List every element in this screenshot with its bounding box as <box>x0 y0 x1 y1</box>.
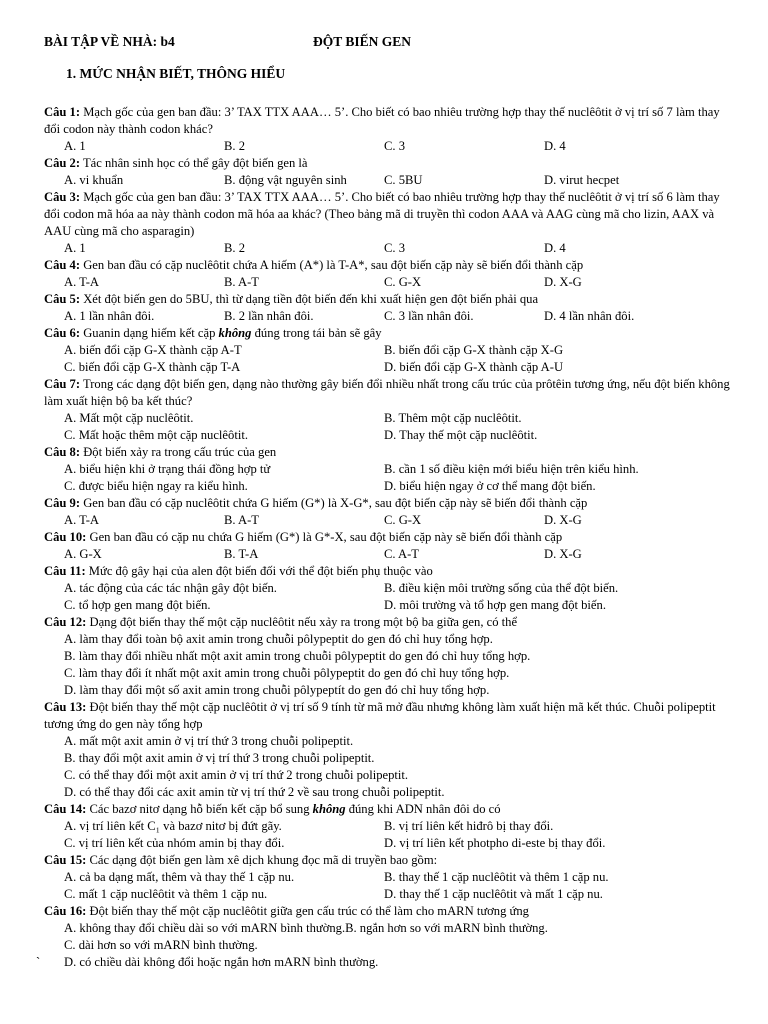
question-label: Câu 4: <box>44 258 81 272</box>
option: B. A-T <box>224 513 259 527</box>
question-label: Câu 14: <box>44 802 87 816</box>
option: A. 1 <box>64 241 86 255</box>
options-row <box>44 478 734 495</box>
question-text: Các bazơ nitơ dạng hỗ biến kết cặp bổ sung <box>86 802 313 816</box>
option: A. không thay đổi chiều dài so với mARN bình thường. <box>64 921 346 935</box>
question-text: Gen ban đầu có cặp nuclêôtit chứa A hiếm (A*) là T-A*, sau đột biến cặp này sẽ biến đổi thành cặp <box>80 258 584 272</box>
option: A. vi khuẩn <box>64 173 124 187</box>
options-row <box>44 512 734 529</box>
option: D. X-G <box>544 275 582 289</box>
option: A. T-A <box>64 513 99 527</box>
question-text: đúng khi ADN nhân đôi do có <box>345 802 501 816</box>
option: D. môi trường và tổ hợp gen mang đột biến. <box>384 598 606 612</box>
options-row <box>44 359 734 376</box>
option: C. G-X <box>384 275 422 289</box>
options-row <box>44 920 734 937</box>
question-text: Mạch gốc của gen ban đầu: 3’ TAX TTX AAA… 5’. Cho biết có bao nhiêu trường hợp thay thế nuclêôtit ở vị trí số 6 làm thay đổi codon mã hóa aa này thành codon mã hóa aa khác? (Theo bảng mã di truyền thì codon AAA và AAG cùng mã cho lizin, AAX và AAU cùng mã cho asparagin) <box>44 190 720 238</box>
options-row <box>44 886 734 903</box>
question <box>44 104 734 138</box>
option: A. G-X <box>64 547 102 561</box>
option: C. 3 <box>384 139 405 153</box>
option: C. 5BU <box>384 173 423 187</box>
question-label: Câu 2: <box>44 156 81 170</box>
question-text: Đột biến xảy ra trong cấu trúc của gen <box>80 445 277 459</box>
option: C. dài hơn so với mARN bình thường. <box>64 938 258 952</box>
question-text: Gen ban đầu có cặp nu chứa G hiếm (G*) là G*-X, sau đột biến cặp này sẽ biến đổi thành cặp <box>86 530 563 544</box>
question-label: Câu 1: <box>44 105 81 119</box>
options-row <box>44 138 734 155</box>
option: D. vị trí liên kết photpho di-este bị thay đổi. <box>384 836 606 850</box>
question-text: Gen ban đầu có cặp nuclêôtit chứa G hiếm (G*) là X-G*, sau đột biến cặp này sẽ biến đổi thành cặp <box>80 496 588 510</box>
question-text: Đột biến thay thế một cặp nuclêôtit giữa gen cấu trúc có thể làm cho mARN tương ứng <box>86 904 529 918</box>
options-row <box>44 274 734 291</box>
question <box>44 852 734 869</box>
option: B. thay thế 1 cặp nuclêôtit và thêm 1 cặp nu. <box>384 870 609 884</box>
question-label: Câu 9: <box>44 496 81 510</box>
option: D. 4 lần nhân đôi. <box>544 309 635 323</box>
stray-mark: ` <box>36 955 41 969</box>
question-text: Trong các dạng đột biến gen, dạng nào thường gây biến đổi nhiều nhất trong cấu trúc của prôtêin tương ứng, nếu đột biến không làm xuất hiện bộ ba kết thúc? <box>44 377 730 408</box>
question-label: Câu 3: <box>44 190 81 204</box>
options-row <box>44 818 734 835</box>
option: C. làm thay đổi ít nhất một axit amin trong chuỗi pôlypeptit do gen đó chỉ huy tổng hợp. <box>64 666 510 680</box>
option: C. A-T <box>384 547 419 561</box>
option: A. tác động của các tác nhận gây đột biến. <box>64 581 277 595</box>
option: D. Thay thế một cặp nuclêôtit. <box>384 428 538 442</box>
option: D. biểu hiện ngay ở cơ thể mang đột biến. <box>384 479 596 493</box>
question-label: Câu 10: <box>44 530 87 544</box>
question-text: Các dạng đột biến gen làm xê dịch khung đọc mã di truyền bao gồm: <box>86 853 438 867</box>
question-text: Guanin dạng hiếm kết cặp <box>80 326 219 340</box>
question-label: Câu 12: <box>44 615 87 629</box>
question <box>44 614 734 631</box>
question <box>44 529 734 546</box>
options-row <box>44 869 734 886</box>
option: D. có thể thay đổi các axit amin từ vị trí thứ 2 về sau trong chuỗi polipeptit. <box>64 785 445 799</box>
question <box>44 903 734 920</box>
option: B. ngắn hơn so với mARN bình thường. <box>345 921 548 935</box>
option: B. cần 1 số điều kiện mới biểu hiện trên kiểu hình. <box>384 462 639 476</box>
option: D. thay thế 1 cặp nuclêôtit và mất 1 cặp nu. <box>384 887 603 901</box>
options-row <box>44 410 734 427</box>
options-row <box>44 240 734 257</box>
option: C. 3 <box>384 241 405 255</box>
question-label: Câu 15: <box>44 853 87 867</box>
question-text: Đột biến thay thế một cặp nuclêôtit ở vị trí số 9 tính từ mã mở đầu nhưng không làm xuất hiện mã kết thúc. Chuỗi polipeptit tương ứng do gen này tổng hợp <box>44 700 716 731</box>
question <box>44 801 734 818</box>
option: C. tổ hợp gen mang đột biến. <box>64 598 211 612</box>
option: D. 4 <box>544 139 566 153</box>
option: B. biến đổi cặp G-X thành cặp X-G <box>384 343 564 357</box>
options-row <box>44 546 734 563</box>
options-row <box>44 597 734 614</box>
question-label: Câu 13: <box>44 700 87 714</box>
question-label: Câu 16: <box>44 904 87 918</box>
option: C. Mất hoặc thêm một cặp nuclêôtit. <box>64 428 248 442</box>
option: B. 2 lần nhân đôi. <box>224 309 314 323</box>
option: B. thay đổi một axit amin ở vị trí thứ 3 trong chuỗi polipeptit. <box>64 751 375 765</box>
option: B. 2 <box>224 241 245 255</box>
option: B. làm thay đổi nhiều nhất một axit amin trong chuỗi pôlypeptit do gen đó chỉ huy tổng hợp. <box>64 649 531 663</box>
question <box>44 699 734 733</box>
option: C. vị trí liên kết của nhóm amin bị thay đổi. <box>64 836 285 850</box>
question-label: Câu 5: <box>44 292 81 306</box>
question <box>44 444 734 461</box>
option: A. vị trí liên kết C₁ và bazơ nitơ bị đứt gãy. <box>64 819 282 833</box>
option: C. 3 lần nhân đôi. <box>384 309 474 323</box>
option: D. virut hecpet <box>544 173 620 187</box>
topic-title: ĐỘT BIẾN GEN <box>313 34 412 49</box>
question-text: Mạch gốc của gen ban đầu: 3’ TAX TTX AAA… 5’. Cho biết có bao nhiêu trường hợp thay thế nuclêôtit ở vị trí số 7 làm thay đổi codon này thành codon khác? <box>44 105 720 136</box>
option: B. Thêm một cặp nuclêôtit. <box>384 411 522 425</box>
option: A. 1 lần nhân đôi. <box>64 309 155 323</box>
emphasis: không <box>218 326 252 340</box>
options-row <box>44 580 734 597</box>
emphasis: không <box>312 802 346 816</box>
option: A. Mất một cặp nuclêôtit. <box>64 411 194 425</box>
option: D. 4 <box>544 241 566 255</box>
option: B. A-T <box>224 275 259 289</box>
section-heading: 1. MỨC NHẬN BIẾT, THÔNG HIỂU <box>66 66 286 81</box>
question-list <box>36 104 734 971</box>
question <box>44 563 734 580</box>
option: D. X-G <box>544 547 582 561</box>
option: D. làm thay đổi một số axit amin trong chuỗi pôlypeptít do gen đó chỉ huy tổng hợp. <box>64 683 490 697</box>
option: A. làm thay đổi toàn bộ axit amin trong chuỗi pôlypeptit do gen đó chỉ huy tổng hợp. <box>64 632 493 646</box>
options-row <box>44 427 734 444</box>
question-label: Câu 6: <box>44 326 81 340</box>
option: C. mất 1 cặp nuclêôtit và thêm 1 cặp nu. <box>64 887 268 901</box>
option: A. 1 <box>64 139 86 153</box>
option: C. G-X <box>384 513 422 527</box>
option: B. điều kiện môi trường sống của thể đột biến. <box>384 581 619 595</box>
options-row <box>44 835 734 852</box>
options-row <box>44 342 734 359</box>
option: B. động vật nguyên sinh <box>224 173 347 187</box>
question-label: Câu 11: <box>44 564 86 578</box>
question <box>44 189 734 240</box>
question <box>44 257 734 274</box>
option: C. được biểu hiện ngay ra kiểu hình. <box>64 479 248 493</box>
options-row <box>44 172 734 189</box>
option: D. X-G <box>544 513 582 527</box>
question-text: đúng trong tái bản sẽ gây <box>251 326 382 340</box>
option: A. mất một axit amin ở vị trí thứ 3 trong chuỗi polipeptit. <box>64 734 354 748</box>
option: B. T-A <box>224 547 259 561</box>
option: D. biến đổi cặp G-X thành cặp A-U <box>384 360 564 374</box>
option: A. biểu hiện khi ở trạng thái đồng hợp tử <box>64 462 271 476</box>
options-row <box>36 954 734 971</box>
option: B. vị trí liên kết hiđrô bị thay đổi. <box>384 819 554 833</box>
question <box>44 155 734 172</box>
question <box>44 495 734 512</box>
option: B. 2 <box>224 139 245 153</box>
question-label: Câu 8: <box>44 445 81 459</box>
option: D. có chiều dài không đổi hoặc ngắn hơn mARN bình thường. <box>64 955 379 969</box>
options-row <box>44 308 734 325</box>
question-text: Xét đột biến gen do 5BU, thì từ dạng tiền đột biến đến khi xuất hiện gen đột biến phải qua <box>80 292 539 306</box>
option: A. T-A <box>64 275 99 289</box>
option: A. biến đổi cặp G-X thành cặp A-T <box>64 343 242 357</box>
homework-title: BÀI TẬP VỀ NHÀ: b4 <box>44 34 175 49</box>
question <box>44 325 734 342</box>
question-label: Câu 7: <box>44 377 81 391</box>
question-text: Tác nhân sinh học có thể gây đột biến gen là <box>80 156 308 170</box>
question-text: Dạng đột biến thay thế một cặp nuclêôtit nếu xảy ra trong một bộ ba giữa gen, có thể <box>86 615 518 629</box>
option: C. có thể thay đổi một axit amin ở vị trí thứ 2 trong chuỗi polipeptit. <box>64 768 409 782</box>
option: A. cả ba dạng mất, thêm và thay thế 1 cặp nu. <box>64 870 295 884</box>
option: C. biến đổi cặp G-X thành cặp T-A <box>64 360 241 374</box>
question <box>44 376 734 410</box>
options-row <box>44 461 734 478</box>
question <box>44 291 734 308</box>
question-text: Mức độ gây hại của alen đột biến đối với thể đột biến phụ thuộc vào <box>85 564 433 578</box>
